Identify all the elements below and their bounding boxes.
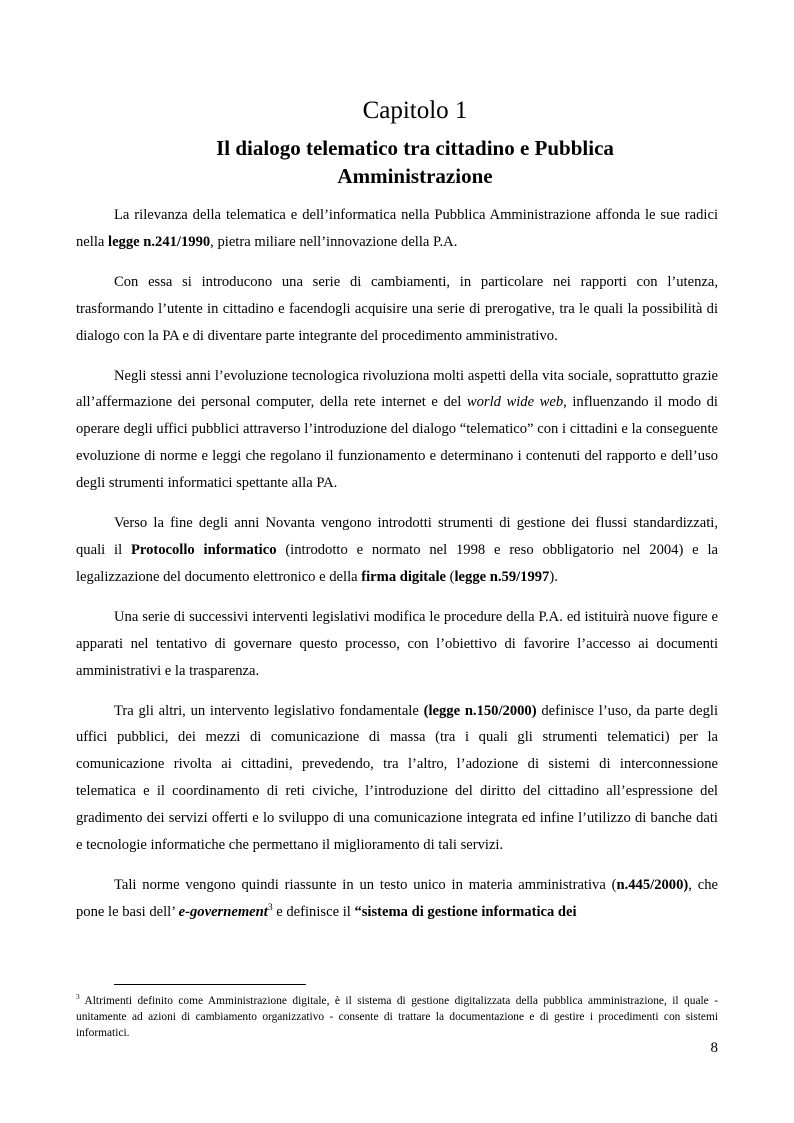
bold-term: firma digitale [361,568,446,585]
text-run: , pietra miliare nell’innovazione della P.A. [210,233,458,250]
text-run: La rilevanza della telematica e dell’informatica nella Pubblica Amministrazione affonda le sue radici nella [76,207,718,250]
law-reference: legge n.241/1990 [108,233,211,250]
law-reference: (legge n.150/2000) [423,702,537,719]
text-run: ( [445,568,455,585]
paragraph-2 [76,269,718,350]
footnote [76,993,718,1041]
paragraph-1 [76,202,718,256]
paragraph-7 [76,872,718,926]
footnote-ref[interactable]: 3 [267,902,273,913]
body-text [76,202,718,939]
bold-term: “sistema di gestione informatica dei [354,903,577,920]
text-run: Una serie di successivi interventi legislativi modifica le procedure della P.A. ed istituirà nuove figure e apparati nel tentativo di governare questo processo, con l’obiettivo di favorire l’accesso ai documenti amministrativi e la trasparenza. [76,608,718,679]
text-run: ). [549,568,558,585]
bold-term: Protocollo informatico [130,541,277,558]
chapter-title [150,134,680,190]
text-run: (introdotto e normato nel 1998 e reso obbligatorio nel 2004) e la legalizzazione del documento elettronico e della [76,541,718,585]
paragraph-3 [76,363,718,498]
paragraph-4 [76,510,718,591]
text-run: definisce l’uso, da parte degli uffici pubblici, dei mezzi di comunicazione di massa (tra i quali gli strumenti telematici) per la comunicazione rivolta ai cittadini, prevedendo, tra l’altro, l’adozione di sistemi di interconnessione telematica e il coordinamento di reti civiche, l’introduzione del diritto del cittadino all’espressione del gradimento dei servizi offerti e lo sviluppo di una comunicazione integrata ed infine l’utilizzo di banche dati e tecnologie informatiche che permettano il miglioramento di tali servizi. [76,702,719,854]
paragraph-6 [76,698,718,859]
italic-term: world wide web [466,394,564,411]
text-run: Verso la fine degli anni Novanta vengono introdotti strumenti di gestione dei flussi standardizzati, quali il [76,515,718,558]
chapter-heading: Capitolo 1 [362,97,468,124]
text-run: Tali norme vengono quindi riassunte in un testo unico in materia amministrativa ( [114,876,617,893]
footnote-text: Altrimenti definito come Amministrazione digitale, è il sistema di gestione digitalizzata della pubblica amministrazione, il quale - unitamente ad azioni di cambiamento organizzativo - consente di trattare la documentazione e di gestire i procedimenti con sistemi informatici. [76,995,718,1039]
law-reference: legge n.59/1997 [454,568,550,585]
paragraph-5 [76,604,718,685]
text-run: e definisce il [272,903,355,920]
footnote-separator [114,984,306,985]
footnote-marker: 3 [76,992,80,1002]
text-run: Negli stessi anni l’evoluzione tecnologica rivoluziona molti aspetti della vita sociale, soprattutto grazie all’affermazione dei personal computer, della rete internet e del [76,367,718,411]
chapter-title-line-1: Il dialogo telematico tra cittadino e Pubblica [216,136,614,160]
text-run: , che pone le basi dell’ [76,876,718,920]
text-run: , influenzando il modo di operare degli uffici pubblici attraverso l’introduzione del dialogo “telematico” con i cittadini e la conseguente evoluzione di norme e leggi che regolano il funzionamento e determinano i contenuti del rapporto e dell’uso degli strumenti informatici spettante alla PA. [76,394,718,492]
text-run: Tra gli altri, un intervento legislativo fondamentale [114,702,424,719]
page-number: 8 [710,1040,718,1056]
chapter-title-line-2: Amministrazione [337,164,493,188]
law-reference: n.445/2000) [616,876,689,893]
bold-italic-term: e-governement [178,903,268,920]
text-run: Con essa si introducono una serie di cambiamenti, in particolare nei rapporti con l’utenza, trasformando l’utente in cittadino e facendogli acquisire una serie di prerogative, tra le quali la possibilità di dialogo con la PA e di diventare parte integrante del procedimento amministrativo. [76,273,718,344]
